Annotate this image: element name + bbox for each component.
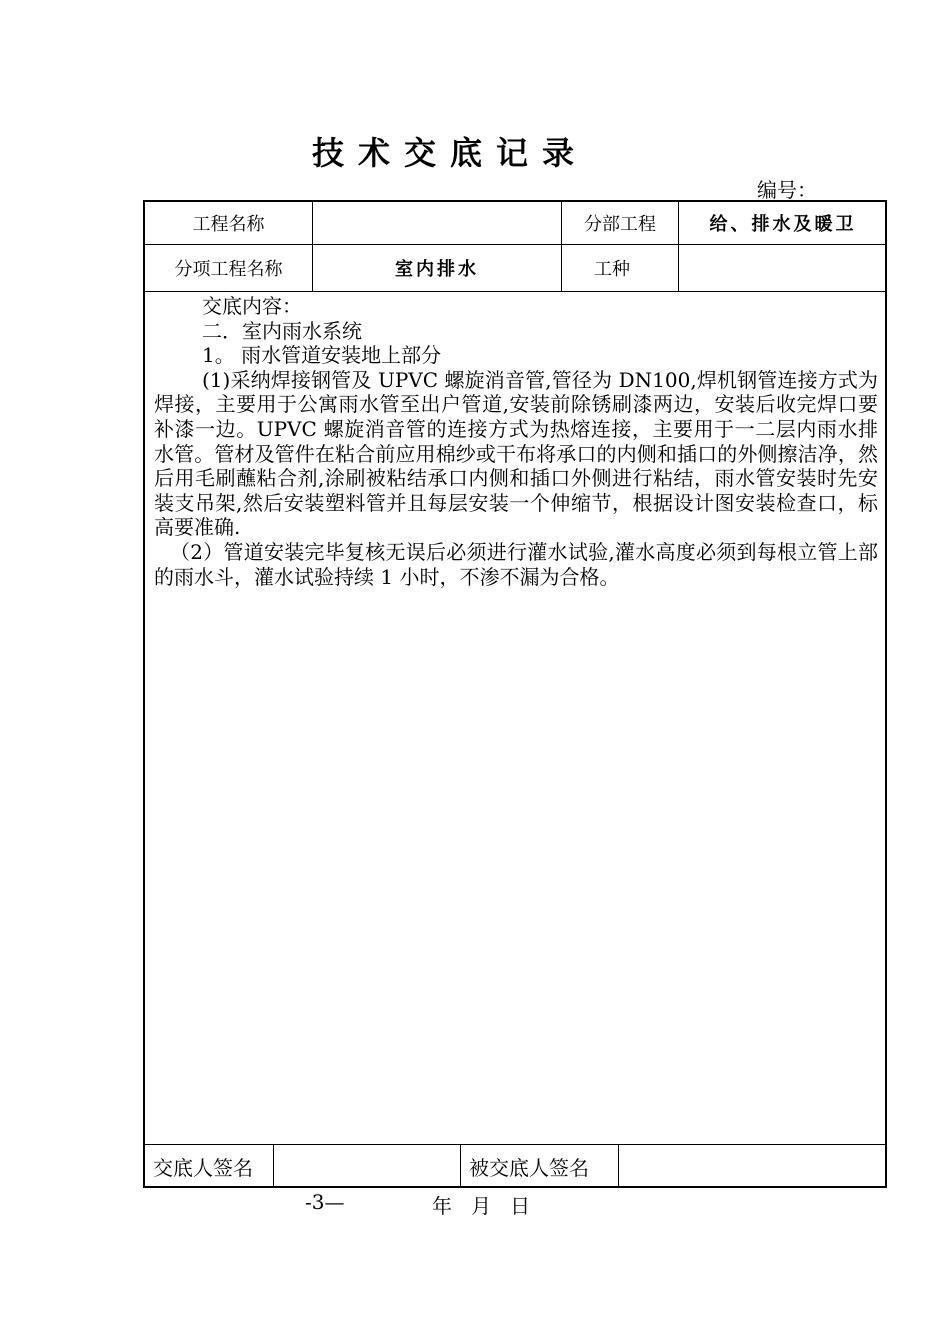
trade-value	[679, 245, 887, 291]
project-name-label: 工程名称	[192, 214, 265, 235]
subitem-label: 分项工程名称	[174, 259, 283, 280]
disclosure-form	[143, 200, 887, 1188]
row-divider	[145, 291, 885, 292]
content-heading: 交底内容：	[202, 294, 302, 318]
section-heading: 二．室内雨水系统	[202, 318, 362, 343]
subitem-value: 室内排水	[395, 259, 479, 280]
content-paragraph: (1)采纳焊接钢管及 UPVC 螺旋消音管,管径为 DN100,焊机钢管连接方式为焊接，主要用于公寓雨水管至出户管道,安装前除锈刷漆两边，安装后收完焊口要补漆一边。UPVC 螺旋消音管的连接方式为热熔连接，主要用于一二层内雨水排水管。管材及管件在粘合前应用棉纱或干布将承口的内侧和插口的外侧擦洁净，然后用毛刷蘸粘合剂,涂刷被粘结承口内侧和插口外侧进行粘结，雨水管安装时先安装支吊架,然后安装塑料管并且每层安装一个伸缩节，根据设计图安装检查口，标高要准确.	[154, 367, 878, 540]
disclosure-content	[154, 294, 878, 589]
doc-number-label: 编号：	[757, 178, 817, 202]
recipient-signature-label: 被交底人签名	[469, 1156, 589, 1180]
recipient-signature-field	[619, 1145, 887, 1188]
content-paragraph: （2）管道安装完毕复核无误后必须进行灌水试验,灌水高度必须到每根立管上部的雨水斗，灌水试验持续 1 小时，不渗不漏为合格。	[154, 539, 878, 589]
document-title: 技术交底记录	[311, 134, 588, 172]
date-line: 年 月 日	[432, 1194, 531, 1218]
subsection-heading: 1。 雨水管道安装地上部分	[202, 343, 442, 368]
discloser-signature-field	[274, 1145, 460, 1188]
division-label: 分部工程	[584, 214, 656, 235]
division-value: 给、排水及暖卫	[709, 214, 857, 235]
trade-label: 工种	[594, 259, 630, 280]
page-number: -3—	[305, 1190, 345, 1214]
project-name-value	[313, 202, 561, 244]
discloser-signature-label: 交底人签名	[153, 1156, 253, 1180]
